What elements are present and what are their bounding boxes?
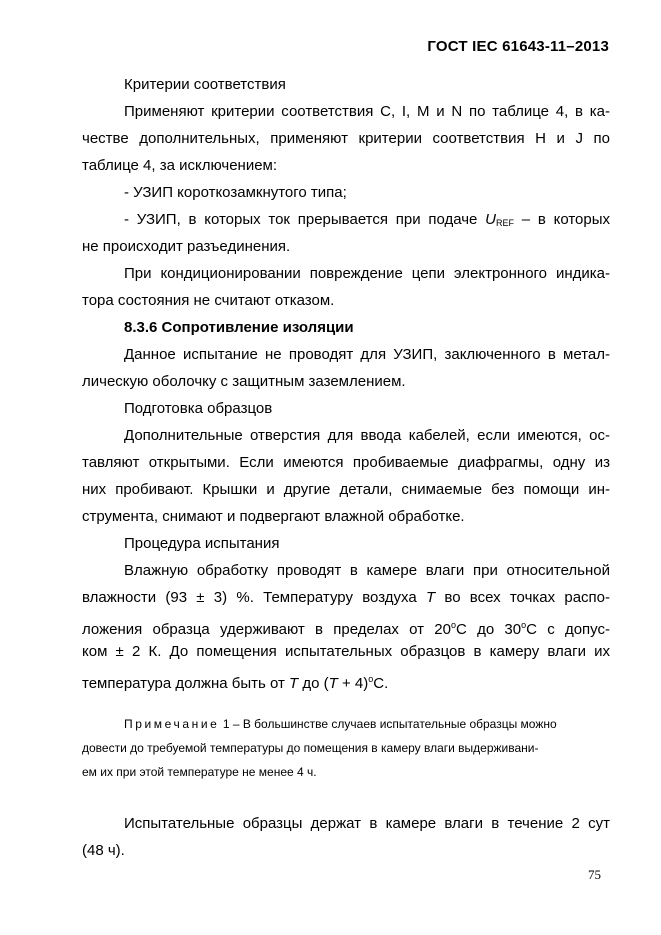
paragraph-line: таблице 4, за исключением: bbox=[82, 157, 278, 174]
paragraph-line: Критерии соответствия bbox=[124, 76, 286, 93]
subscript-ref: REF bbox=[496, 218, 515, 228]
degree-mark: о bbox=[521, 620, 527, 630]
paragraph-line: не происходит разъединения. bbox=[82, 238, 291, 255]
paragraph-line bbox=[82, 670, 388, 693]
paragraph-line: лическую оболочку с защитным заземлением. bbox=[82, 373, 406, 390]
note-line: довести до требуемой температуры до помещения в камеру влаги выдерживани- bbox=[82, 741, 539, 755]
paragraph-line bbox=[82, 589, 610, 607]
paragraph-line: них пробивают. Крышки и другие детали, снимаемые без помощи ин- bbox=[82, 481, 610, 498]
note-line bbox=[124, 717, 557, 732]
list-item: - УЗИП короткозамкнутого типа; bbox=[124, 184, 347, 201]
paragraph-line: При кондиционировании повреждение цепи электронного индика- bbox=[124, 265, 610, 282]
subheading: Подготовка образцов bbox=[124, 400, 273, 417]
text-segment: – в которых bbox=[521, 211, 611, 228]
text-segment: до ( bbox=[302, 675, 329, 692]
paragraph-line: честве дополнительных, применяют критерии соответствия Н и J по bbox=[82, 130, 610, 147]
text-segment: во всех точках распо- bbox=[444, 589, 611, 606]
degree-mark: о bbox=[368, 674, 374, 684]
paragraph-line: тавляют открытыми. Если имеются пробиваемые диафрагмы, одну из bbox=[82, 454, 610, 471]
note-line: ем их при этой температуре не менее 4 ч. bbox=[82, 765, 317, 779]
paragraph-line: Данное испытание не проводят для УЗИП, заключенного в метал- bbox=[124, 346, 610, 363]
text-segment: влажности (93 ± 3) %. Температуру воздуха bbox=[82, 589, 417, 606]
paragraph-line: Влажную обработку проводят в камере влаги при относительной bbox=[124, 562, 610, 579]
page-number: 75 bbox=[588, 867, 601, 882]
variable-t: T bbox=[425, 589, 436, 606]
paragraph-line: (48 ч). bbox=[82, 842, 125, 859]
text-segment: С с допус- bbox=[526, 621, 610, 638]
variable-u: U bbox=[485, 211, 497, 228]
paragraph-line: ком ± 2 К. До помещения испытательных образцов в камеру влаги их bbox=[82, 643, 610, 660]
paragraph-line: Дополнительные отверстия для ввода кабелей, если имеются, ос- bbox=[124, 427, 610, 444]
variable-t: T bbox=[289, 675, 299, 692]
document-code-header: ГОСТ IEC 61643-11–2013 bbox=[427, 38, 609, 55]
paragraph-line: тора состояния не считают отказом. bbox=[82, 292, 335, 309]
paragraph-line: Применяют критерии соответствия С, I, М и N по таблице 4, в ка- bbox=[124, 103, 610, 120]
paragraph-line: Испытательные образцы держат в камере влаги в течение 2 сут bbox=[124, 815, 610, 832]
text-segment: + 4) bbox=[341, 675, 369, 692]
text-segment: ложения образца удерживают в пределах от 20 bbox=[82, 621, 451, 638]
paragraph-line: струмента, снимают и подвергают влажной обработке. bbox=[82, 508, 465, 525]
variable-t: T bbox=[328, 675, 338, 692]
text-segment: - УЗИП, в которых ток прерывается при подаче bbox=[124, 211, 478, 228]
formula bbox=[485, 211, 514, 228]
text-segment: С. bbox=[373, 675, 389, 692]
list-item bbox=[124, 211, 610, 232]
note-label: Примечание bbox=[124, 717, 220, 731]
subheading: Процедура испытания bbox=[124, 535, 280, 552]
section-heading: 8.3.6 Сопротивление изоляции bbox=[124, 319, 354, 336]
degree-mark: о bbox=[450, 620, 456, 630]
text-segment: С до 30 bbox=[456, 621, 522, 638]
note-text: 1 – В большинстве случаев испытательные образцы можно bbox=[222, 717, 557, 731]
text-segment: температура должна быть от bbox=[82, 675, 285, 692]
paragraph-line bbox=[82, 616, 610, 639]
